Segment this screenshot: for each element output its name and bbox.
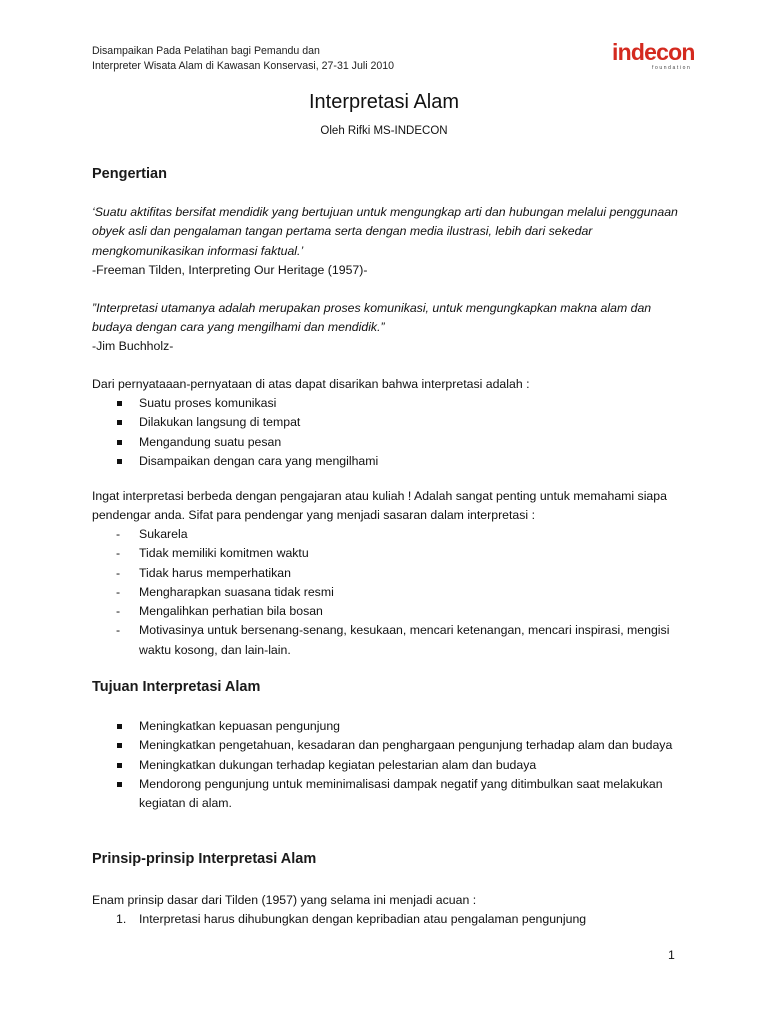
number-marker: 1.	[116, 912, 127, 926]
quote-tilden-source: -Freeman Tilden, Interpreting Our Heritage (1957)-	[92, 263, 368, 277]
logo-subtitle: foundation	[652, 65, 692, 71]
bullet-square-icon	[117, 420, 122, 425]
dash-marker: -	[116, 565, 121, 580]
dash-marker: -	[116, 623, 121, 638]
header-line-1: Disampaikan Pada Pelatihan bagi Pemandu dan	[92, 45, 320, 57]
bullet-square-icon	[117, 782, 122, 787]
bullet-square-icon	[117, 763, 122, 768]
audience-traits-list	[92, 525, 682, 660]
list-item: Meningkatkan pengetahuan, kesadaran dan penghargaan pengunjung terhadap alam dan budaya	[92, 736, 682, 755]
list-item: Dilakukan langsung di tempat	[92, 413, 682, 432]
indecon-logo	[612, 40, 694, 74]
audience-note: Ingat interpretasi berbeda dengan pengajaran atau kuliah ! Adalah sangat penting untuk memahami siapa pendengar anda. Sifat para pendengar yang menjadi sasaran dalam interpretasi :	[92, 489, 667, 523]
header-line-2: Interpreter Wisata Alam di Kawasan Konservasi, 27-31 Juli 2010	[92, 60, 395, 72]
goals-list	[92, 717, 682, 813]
dash-marker: -	[116, 527, 121, 541]
principles-list	[92, 910, 682, 929]
list-item: Suatu proses komunikasi	[92, 394, 682, 413]
list-item: Mengandung suatu pesan	[92, 433, 682, 452]
page-header	[92, 44, 394, 74]
principles-intro: Enam prinsip dasar dari Tilden (1957) yang selama ini menjadi acuan :	[92, 893, 477, 907]
list-item: Disampaikan dengan cara yang mengilhami	[92, 452, 682, 471]
list-item: 1. Interpretasi harus dihubungkan dengan kepribadian atau pengalaman pengunjung	[92, 910, 682, 929]
bullet-square-icon	[117, 401, 122, 406]
quote-buchholz-source: -Jim Buchholz-	[92, 339, 174, 353]
bullet-square-icon	[117, 743, 122, 748]
bullet-square-icon	[117, 459, 122, 464]
dash-marker: -	[116, 546, 121, 561]
summary-list	[92, 394, 682, 471]
section-heading-prinsip: Prinsip-prinsip Interpretasi Alam	[92, 851, 317, 867]
section-heading-tujuan: Tujuan Interpretasi Alam	[92, 679, 261, 695]
list-item: Meningkatkan dukungan terhadap kegiatan pelestarian alam dan budaya	[92, 756, 682, 775]
quote-tilden: ‘Suatu aktifitas bersifat mendidik yang bertujuan untuk mengungkap arti dan hubungan melalui penggunaan obyek asli dan pengalaman tangan pertama serta dengan media ilustrasi, lebih dari sekedar mengkomunikasikan informasi faktual.’	[92, 205, 678, 258]
quote-buchholz: ”Interpretasi utamanya adalah merupakan proses komunikasi, untuk mengungkapkan makna alam dan budaya dengan cara yang mengilhami dan mendidik.”	[92, 301, 652, 335]
dash-marker: -	[116, 584, 121, 599]
list-item: - Tidak harus memperhatikan	[92, 564, 682, 583]
document-byline: Oleh Rifki MS-INDECON	[320, 125, 448, 137]
list-item: - Tidak memiliki komitmen waktu	[92, 544, 682, 563]
bullet-square-icon	[117, 440, 122, 445]
bullet-square-icon	[117, 724, 122, 729]
list-item: - Motivasinya untuk bersenang-senang, kesukaan, mencari ketenangan, mencari inspirasi, mengisi waktu kosong, dan lain-lain.	[116, 623, 670, 657]
logo-wordmark: indecon	[612, 39, 695, 65]
summary-intro: Dari pernyataaan-pernyataan di atas dapat disarikan bahwa interpretasi adalah :	[92, 377, 530, 391]
section-heading-pengertian: Pengertian	[92, 166, 167, 182]
list-item: Mendorong pengunjung untuk meminimalisasi dampak negatif yang ditimbulkan saat melakukan kegiatan di alam.	[92, 775, 682, 814]
page-number: 1	[668, 948, 675, 962]
list-item: - Mengalihkan perhatian bila bosan	[92, 602, 682, 621]
list-item: - Sukarela	[92, 525, 682, 544]
list-item: Meningkatkan kepuasan pengunjung	[92, 717, 682, 736]
list-item: - Mengharapkan suasana tidak resmi	[92, 583, 682, 602]
dash-marker: -	[116, 604, 121, 619]
document-title: Interpretasi Alam	[308, 91, 460, 113]
